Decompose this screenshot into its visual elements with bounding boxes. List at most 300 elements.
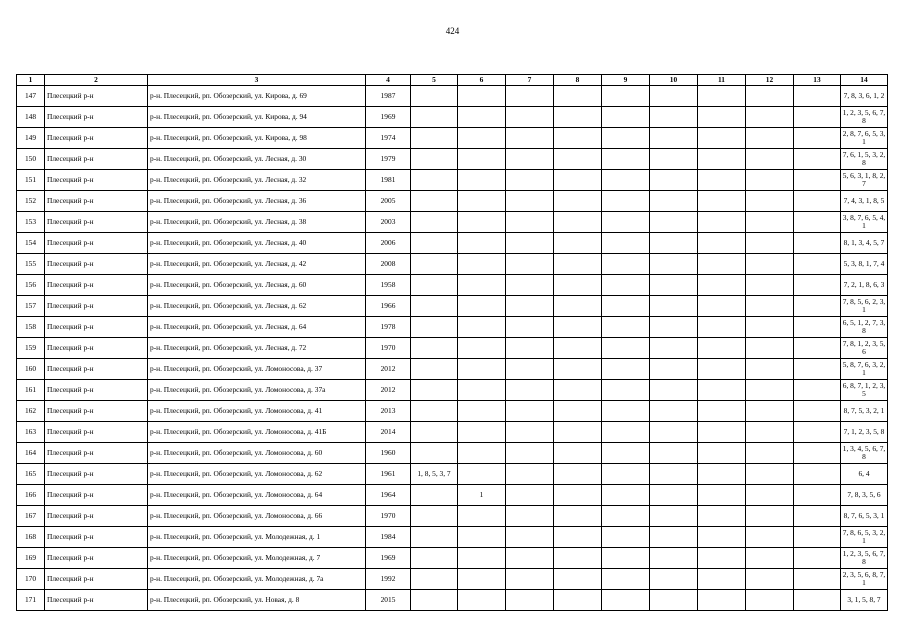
address-cell: р-н. Плесецкий, рп. Обозерский, ул. Кирова, д. 94	[148, 107, 366, 128]
row-number-cell: 157	[17, 296, 45, 317]
table-row	[17, 233, 888, 254]
column-8-cell	[554, 380, 602, 401]
row-number-cell: 156	[17, 275, 45, 296]
column-14-cell: 5, 3, 8, 1, 7, 4	[841, 254, 888, 275]
column-11-cell	[698, 128, 746, 149]
column-5-cell	[411, 548, 458, 569]
column-7-cell	[506, 548, 554, 569]
column-10-cell	[650, 401, 698, 422]
year-cell: 2014	[366, 422, 411, 443]
column-5-cell	[411, 401, 458, 422]
district-cell: Плесецкий р-н	[45, 317, 148, 338]
column-14-cell: 7, 8, 3, 6, 1, 2	[841, 86, 888, 107]
address-cell: р-н. Плесецкий, рп. Обозерский, ул. Молодежная, д. 7	[148, 548, 366, 569]
column-11-cell	[698, 149, 746, 170]
column-12-cell	[746, 359, 794, 380]
row-number-cell: 163	[17, 422, 45, 443]
address-cell: р-н. Плесецкий, рп. Обозерский, ул. Лесная, д. 38	[148, 212, 366, 233]
column-8-cell	[554, 86, 602, 107]
column-9-cell	[602, 275, 650, 296]
row-number-cell: 150	[17, 149, 45, 170]
column-5-cell	[411, 275, 458, 296]
year-cell: 1960	[366, 443, 411, 464]
column-8-cell	[554, 506, 602, 527]
column-5-cell	[411, 443, 458, 464]
column-7-cell	[506, 506, 554, 527]
district-cell: Плесецкий р-н	[45, 275, 148, 296]
column-9-cell	[602, 401, 650, 422]
district-cell: Плесецкий р-н	[45, 254, 148, 275]
column-12-cell	[746, 212, 794, 233]
row-number-cell: 162	[17, 401, 45, 422]
address-cell: р-н. Плесецкий, рп. Обозерский, ул. Ломоносова, д. 41	[148, 401, 366, 422]
column-5-cell	[411, 191, 458, 212]
column-6-cell	[458, 338, 506, 359]
year-cell: 1966	[366, 296, 411, 317]
address-cell: р-н. Плесецкий, рп. Обозерский, ул. Лесная, д. 64	[148, 317, 366, 338]
column-7-cell	[506, 233, 554, 254]
column-6-cell	[458, 506, 506, 527]
column-5-cell	[411, 86, 458, 107]
table-row	[17, 128, 888, 149]
column-8-cell	[554, 548, 602, 569]
column-header: 3	[148, 75, 366, 86]
column-8-cell	[554, 569, 602, 590]
column-12-cell	[746, 338, 794, 359]
column-10-cell	[650, 149, 698, 170]
year-cell: 2012	[366, 359, 411, 380]
column-10-cell	[650, 275, 698, 296]
column-12-cell	[746, 128, 794, 149]
column-7-cell	[506, 485, 554, 506]
column-14-cell: 8, 7, 5, 3, 2, 1	[841, 401, 888, 422]
column-7-cell	[506, 359, 554, 380]
year-cell: 1969	[366, 548, 411, 569]
table-row	[17, 191, 888, 212]
district-cell: Плесецкий р-н	[45, 170, 148, 191]
row-number-cell: 158	[17, 317, 45, 338]
column-9-cell	[602, 254, 650, 275]
column-9-cell	[602, 422, 650, 443]
district-cell: Плесецкий р-н	[45, 401, 148, 422]
column-13-cell	[794, 317, 841, 338]
column-14-cell: 3, 8, 7, 6, 5, 4, 1	[841, 212, 888, 233]
table-row	[17, 170, 888, 191]
year-cell: 1974	[366, 128, 411, 149]
column-12-cell	[746, 170, 794, 191]
column-7-cell	[506, 275, 554, 296]
column-8-cell	[554, 233, 602, 254]
column-header: 4	[366, 75, 411, 86]
address-cell: р-н. Плесецкий, рп. Обозерский, ул. Лесная, д. 40	[148, 233, 366, 254]
column-12-cell	[746, 443, 794, 464]
column-14-cell: 7, 6, 1, 5, 3, 2, 8	[841, 149, 888, 170]
address-cell: р-н. Плесецкий, рп. Обозерский, ул. Кирова, д. 98	[148, 128, 366, 149]
column-8-cell	[554, 338, 602, 359]
column-12-cell	[746, 233, 794, 254]
column-13-cell	[794, 191, 841, 212]
column-11-cell	[698, 506, 746, 527]
table-row	[17, 464, 888, 485]
column-5-cell	[411, 485, 458, 506]
column-13-cell	[794, 443, 841, 464]
column-6-cell	[458, 128, 506, 149]
year-cell: 1970	[366, 506, 411, 527]
column-header: 13	[794, 75, 841, 86]
column-7-cell	[506, 590, 554, 611]
column-13-cell	[794, 464, 841, 485]
column-header: 6	[458, 75, 506, 86]
table-header-row	[17, 75, 888, 86]
column-11-cell	[698, 548, 746, 569]
table-row	[17, 527, 888, 548]
column-6-cell	[458, 107, 506, 128]
column-6-cell	[458, 233, 506, 254]
column-14-cell: 1, 3, 4, 5, 6, 7, 8	[841, 443, 888, 464]
column-14-cell: 7, 8, 3, 5, 6	[841, 485, 888, 506]
column-10-cell	[650, 548, 698, 569]
column-14-cell: 1, 2, 3, 5, 6, 7, 8	[841, 107, 888, 128]
column-6-cell	[458, 527, 506, 548]
column-9-cell	[602, 128, 650, 149]
column-11-cell	[698, 527, 746, 548]
column-14-cell: 3, 1, 5, 8, 7	[841, 590, 888, 611]
district-cell: Плесецкий р-н	[45, 149, 148, 170]
district-cell: Плесецкий р-н	[45, 506, 148, 527]
column-12-cell	[746, 548, 794, 569]
table-row	[17, 506, 888, 527]
column-14-cell: 8, 7, 6, 5, 3, 1	[841, 506, 888, 527]
column-11-cell	[698, 296, 746, 317]
column-14-cell: 5, 6, 3, 1, 8, 2, 7	[841, 170, 888, 191]
column-header: 7	[506, 75, 554, 86]
address-cell: р-н. Плесецкий, рп. Обозерский, ул. Ломоносова, д. 60	[148, 443, 366, 464]
column-5-cell: 1, 8, 5, 3, 7	[411, 464, 458, 485]
column-13-cell	[794, 422, 841, 443]
column-6-cell	[458, 590, 506, 611]
column-14-cell: 2, 8, 7, 6, 5, 3, 1	[841, 128, 888, 149]
column-10-cell	[650, 422, 698, 443]
table-row	[17, 107, 888, 128]
column-7-cell	[506, 443, 554, 464]
column-14-cell: 6, 4	[841, 464, 888, 485]
column-8-cell	[554, 590, 602, 611]
column-13-cell	[794, 548, 841, 569]
district-cell: Плесецкий р-н	[45, 569, 148, 590]
table-row	[17, 380, 888, 401]
column-header: 12	[746, 75, 794, 86]
column-12-cell	[746, 569, 794, 590]
column-14-cell: 7, 4, 3, 1, 8, 5	[841, 191, 888, 212]
column-12-cell	[746, 590, 794, 611]
row-number-cell: 154	[17, 233, 45, 254]
column-5-cell	[411, 569, 458, 590]
column-14-cell: 8, 1, 3, 4, 5, 7	[841, 233, 888, 254]
column-14-cell: 6, 8, 7, 1, 2, 3, 5	[841, 380, 888, 401]
table-row	[17, 569, 888, 590]
column-6-cell	[458, 422, 506, 443]
column-12-cell	[746, 107, 794, 128]
table-row	[17, 485, 888, 506]
year-cell: 1958	[366, 275, 411, 296]
column-12-cell	[746, 317, 794, 338]
column-header: 1	[17, 75, 45, 86]
column-9-cell	[602, 317, 650, 338]
address-cell: р-н. Плесецкий, рп. Обозерский, ул. Ломоносова, д. 41Б	[148, 422, 366, 443]
row-number-cell: 152	[17, 191, 45, 212]
address-cell: р-н. Плесецкий, рп. Обозерский, ул. Ломоносова, д. 37а	[148, 380, 366, 401]
row-number-cell: 171	[17, 590, 45, 611]
district-cell: Плесецкий р-н	[45, 338, 148, 359]
column-7-cell	[506, 422, 554, 443]
column-6-cell: 1	[458, 485, 506, 506]
column-5-cell	[411, 422, 458, 443]
address-cell: р-н. Плесецкий, рп. Обозерский, ул. Лесная, д. 42	[148, 254, 366, 275]
column-13-cell	[794, 86, 841, 107]
column-8-cell	[554, 485, 602, 506]
column-13-cell	[794, 485, 841, 506]
column-9-cell	[602, 170, 650, 191]
row-number-cell: 151	[17, 170, 45, 191]
district-cell: Плесецкий р-н	[45, 443, 148, 464]
column-13-cell	[794, 590, 841, 611]
table-row	[17, 212, 888, 233]
column-header: 2	[45, 75, 148, 86]
column-14-cell: 6, 5, 1, 2, 7, 3, 8	[841, 317, 888, 338]
address-cell: р-н. Плесецкий, рп. Обозерский, ул. Лесная, д. 30	[148, 149, 366, 170]
column-9-cell	[602, 191, 650, 212]
column-11-cell	[698, 590, 746, 611]
column-6-cell	[458, 212, 506, 233]
column-10-cell	[650, 254, 698, 275]
column-8-cell	[554, 170, 602, 191]
column-8-cell	[554, 401, 602, 422]
column-5-cell	[411, 317, 458, 338]
row-number-cell: 168	[17, 527, 45, 548]
table-row	[17, 548, 888, 569]
row-number-cell: 149	[17, 128, 45, 149]
column-6-cell	[458, 317, 506, 338]
column-14-cell: 2, 3, 5, 6, 8, 7, 1	[841, 569, 888, 590]
column-11-cell	[698, 254, 746, 275]
district-cell: Плесецкий р-н	[45, 296, 148, 317]
column-10-cell	[650, 107, 698, 128]
column-header: 9	[602, 75, 650, 86]
column-10-cell	[650, 317, 698, 338]
column-8-cell	[554, 212, 602, 233]
column-5-cell	[411, 170, 458, 191]
column-7-cell	[506, 527, 554, 548]
address-cell: р-н. Плесецкий, рп. Обозерский, ул. Молодежная, д. 7а	[148, 569, 366, 590]
column-11-cell	[698, 212, 746, 233]
column-7-cell	[506, 296, 554, 317]
column-5-cell	[411, 254, 458, 275]
district-cell: Плесецкий р-н	[45, 485, 148, 506]
column-6-cell	[458, 254, 506, 275]
column-9-cell	[602, 443, 650, 464]
column-10-cell	[650, 569, 698, 590]
column-10-cell	[650, 212, 698, 233]
district-cell: Плесецкий р-н	[45, 191, 148, 212]
column-6-cell	[458, 275, 506, 296]
column-10-cell	[650, 359, 698, 380]
district-cell: Плесецкий р-н	[45, 380, 148, 401]
row-number-cell: 160	[17, 359, 45, 380]
column-header: 8	[554, 75, 602, 86]
column-10-cell	[650, 506, 698, 527]
district-cell: Плесецкий р-н	[45, 590, 148, 611]
column-7-cell	[506, 254, 554, 275]
column-12-cell	[746, 86, 794, 107]
row-number-cell: 167	[17, 506, 45, 527]
table-row	[17, 443, 888, 464]
column-12-cell	[746, 485, 794, 506]
column-12-cell	[746, 275, 794, 296]
column-9-cell	[602, 590, 650, 611]
column-13-cell	[794, 296, 841, 317]
column-5-cell	[411, 590, 458, 611]
table-body	[17, 86, 888, 611]
column-5-cell	[411, 527, 458, 548]
column-13-cell	[794, 170, 841, 191]
column-7-cell	[506, 317, 554, 338]
column-9-cell	[602, 527, 650, 548]
column-13-cell	[794, 527, 841, 548]
column-6-cell	[458, 569, 506, 590]
column-7-cell	[506, 569, 554, 590]
column-11-cell	[698, 464, 746, 485]
address-cell: р-н. Плесецкий, рп. Обозерский, ул. Ломоносова, д. 64	[148, 485, 366, 506]
column-13-cell	[794, 359, 841, 380]
row-number-cell: 164	[17, 443, 45, 464]
column-13-cell	[794, 254, 841, 275]
column-10-cell	[650, 464, 698, 485]
column-7-cell	[506, 107, 554, 128]
column-14-cell: 5, 8, 7, 6, 3, 2, 1	[841, 359, 888, 380]
column-11-cell	[698, 275, 746, 296]
column-13-cell	[794, 212, 841, 233]
column-13-cell	[794, 233, 841, 254]
column-12-cell	[746, 422, 794, 443]
year-cell: 1987	[366, 86, 411, 107]
column-8-cell	[554, 422, 602, 443]
year-cell: 2012	[366, 380, 411, 401]
year-cell: 1992	[366, 569, 411, 590]
address-cell: р-н. Плесецкий, рп. Обозерский, ул. Кирова, д. 69	[148, 86, 366, 107]
row-number-cell: 170	[17, 569, 45, 590]
column-12-cell	[746, 191, 794, 212]
column-12-cell	[746, 506, 794, 527]
row-number-cell: 166	[17, 485, 45, 506]
column-13-cell	[794, 506, 841, 527]
page-number: 424	[445, 26, 460, 36]
column-12-cell	[746, 254, 794, 275]
table-row	[17, 296, 888, 317]
column-14-cell: 7, 2, 1, 8, 6, 3	[841, 275, 888, 296]
district-cell: Плесецкий р-н	[45, 86, 148, 107]
column-11-cell	[698, 86, 746, 107]
column-13-cell	[794, 149, 841, 170]
address-cell: р-н. Плесецкий, рп. Обозерский, ул. Ломоносова, д. 62	[148, 464, 366, 485]
column-6-cell	[458, 380, 506, 401]
year-cell: 1981	[366, 170, 411, 191]
address-cell: р-н. Плесецкий, рп. Обозерский, ул. Лесная, д. 62	[148, 296, 366, 317]
column-14-cell: 1, 2, 3, 5, 6, 7, 8	[841, 548, 888, 569]
column-5-cell	[411, 380, 458, 401]
column-13-cell	[794, 401, 841, 422]
column-header: 5	[411, 75, 458, 86]
column-6-cell	[458, 170, 506, 191]
column-6-cell	[458, 359, 506, 380]
district-cell: Плесецкий р-н	[45, 422, 148, 443]
column-11-cell	[698, 191, 746, 212]
column-7-cell	[506, 401, 554, 422]
column-9-cell	[602, 212, 650, 233]
column-11-cell	[698, 422, 746, 443]
column-6-cell	[458, 443, 506, 464]
column-11-cell	[698, 233, 746, 254]
row-number-cell: 169	[17, 548, 45, 569]
column-9-cell	[602, 464, 650, 485]
column-8-cell	[554, 128, 602, 149]
column-header: 11	[698, 75, 746, 86]
column-13-cell	[794, 275, 841, 296]
column-8-cell	[554, 527, 602, 548]
column-9-cell	[602, 86, 650, 107]
table-row	[17, 317, 888, 338]
column-8-cell	[554, 464, 602, 485]
column-6-cell	[458, 86, 506, 107]
address-cell: р-н. Плесецкий, рп. Обозерский, ул. Лесная, д. 72	[148, 338, 366, 359]
column-5-cell	[411, 296, 458, 317]
column-9-cell	[602, 569, 650, 590]
column-6-cell	[458, 296, 506, 317]
column-11-cell	[698, 338, 746, 359]
year-cell: 1969	[366, 107, 411, 128]
column-8-cell	[554, 443, 602, 464]
table-row	[17, 359, 888, 380]
year-cell: 2005	[366, 191, 411, 212]
column-7-cell	[506, 191, 554, 212]
table-row	[17, 275, 888, 296]
column-11-cell	[698, 380, 746, 401]
column-12-cell	[746, 527, 794, 548]
column-10-cell	[650, 590, 698, 611]
table-row	[17, 254, 888, 275]
column-9-cell	[602, 380, 650, 401]
column-9-cell	[602, 338, 650, 359]
column-10-cell	[650, 338, 698, 359]
district-cell: Плесецкий р-н	[45, 527, 148, 548]
column-header: 14	[841, 75, 888, 86]
column-7-cell	[506, 212, 554, 233]
year-cell: 1984	[366, 527, 411, 548]
district-cell: Плесецкий р-н	[45, 233, 148, 254]
column-13-cell	[794, 128, 841, 149]
column-11-cell	[698, 401, 746, 422]
table-row	[17, 401, 888, 422]
column-7-cell	[506, 86, 554, 107]
column-10-cell	[650, 527, 698, 548]
column-11-cell	[698, 485, 746, 506]
column-7-cell	[506, 170, 554, 191]
address-cell: р-н. Плесецкий, рп. Обозерский, ул. Лесная, д. 32	[148, 170, 366, 191]
column-5-cell	[411, 212, 458, 233]
column-14-cell: 7, 8, 1, 2, 3, 5, 6	[841, 338, 888, 359]
column-11-cell	[698, 359, 746, 380]
data-table	[16, 74, 888, 611]
year-cell: 1961	[366, 464, 411, 485]
